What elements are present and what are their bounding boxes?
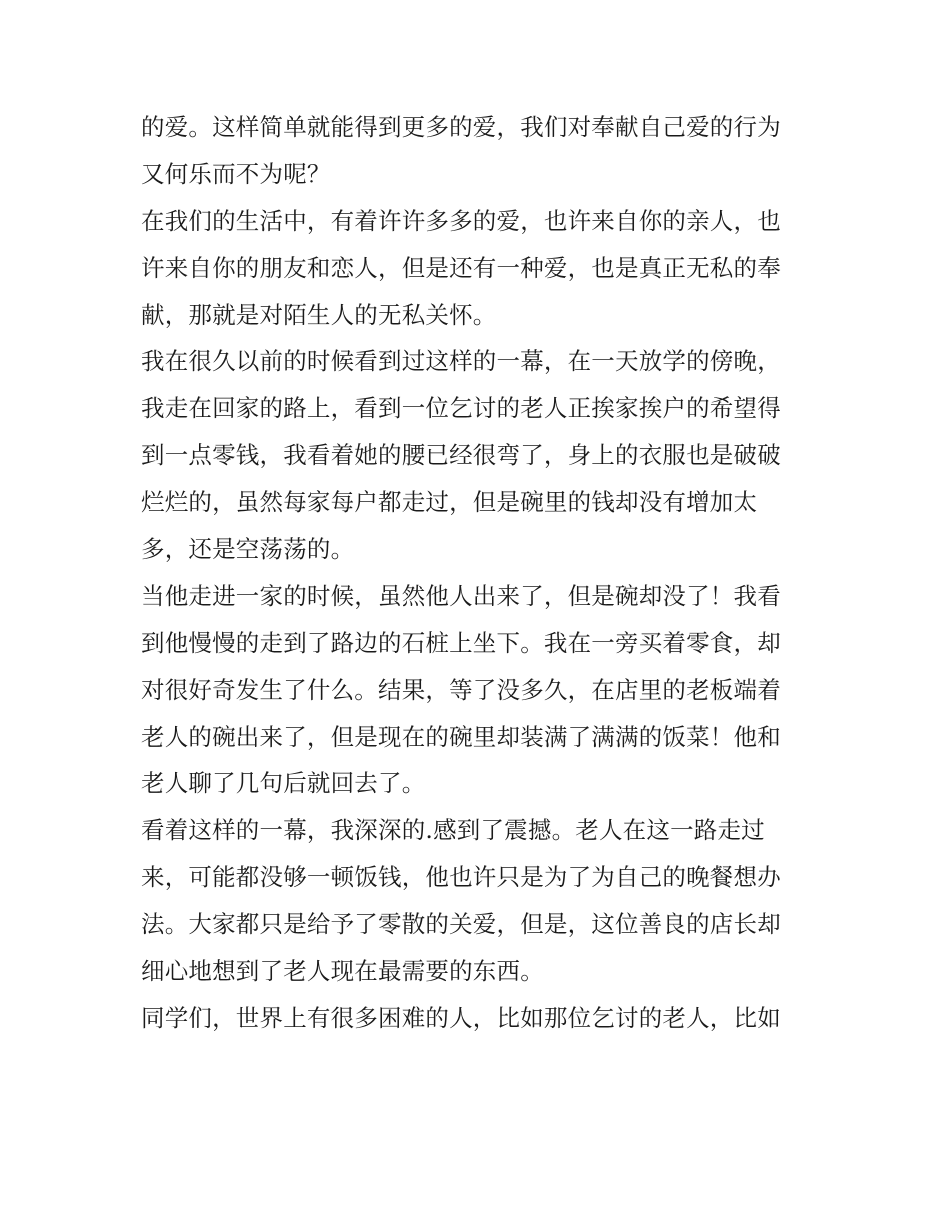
text-line: 到一点零钱，我看着她的腰已经很弯了，身上的衣服也是破破: [141, 441, 781, 470]
paragraph: [141, 104, 813, 198]
text-line: 看着这样的一幕，我深深的.感到了震撼。老人在这一路走过: [141, 816, 765, 845]
paragraph: [141, 807, 813, 995]
paragraph: [141, 198, 813, 339]
paragraph: [141, 995, 813, 1042]
text-line: 来，可能都没够一顿饭钱，他也许只是为了为自己的晚餐想办: [141, 863, 781, 892]
text-line: 老人的碗出来了，但是现在的碗里却装满了满满的饭菜！他和: [141, 722, 781, 751]
text-line: 多，还是空荡荡的。: [141, 535, 355, 564]
text-line: 献，那就是对陌生人的无私关怀。: [141, 300, 497, 329]
text-line: 法。大家都只是给予了零散的关爱，但是，这位善良的店长却: [141, 910, 781, 939]
paragraph: [141, 573, 813, 807]
text-line: 到他慢慢的走到了路边的石桩上坐下。我在一旁买着零食，却: [141, 628, 781, 657]
paragraph: [141, 338, 813, 572]
text-line: 我走在回家的路上，看到一位乞讨的老人正挨家挨户的希望得: [141, 394, 781, 423]
text-line: 的爱。这样简单就能得到更多的爱，我们对奉献自己爱的行为: [141, 113, 781, 141]
text-line: 对很好奇发生了什么。结果，等了没多久，在店里的老板端着: [141, 675, 781, 704]
text-line: 许来自你的朋友和恋人，但是还有一种爱，也是真正无私的奉: [141, 253, 781, 282]
text-line: 同学们，世界上有很多困难的人，比如那位乞讨的老人，比如: [141, 1003, 781, 1032]
text-line: 我在很久以前的时候看到过这样的一幕，在一天放学的傍晚，: [141, 347, 781, 376]
document-body: [141, 104, 813, 1042]
text-line: 在我们的生活中，有着许许多多的爱，也许来自你的亲人，也: [141, 206, 781, 235]
text-line: 烂烂的，虽然每家每户都走过，但是碗里的钱却没有增加太: [141, 488, 758, 517]
text-line: 细心地想到了老人现在最需要的东西。: [141, 957, 544, 986]
text-line: 当他走进一家的时候，虽然他人出来了，但是碗却没了！我看: [141, 581, 781, 610]
text-line: 又何乐而不为呢？: [141, 159, 331, 188]
text-line: 老人聊了几句后就回去了。: [141, 769, 426, 798]
